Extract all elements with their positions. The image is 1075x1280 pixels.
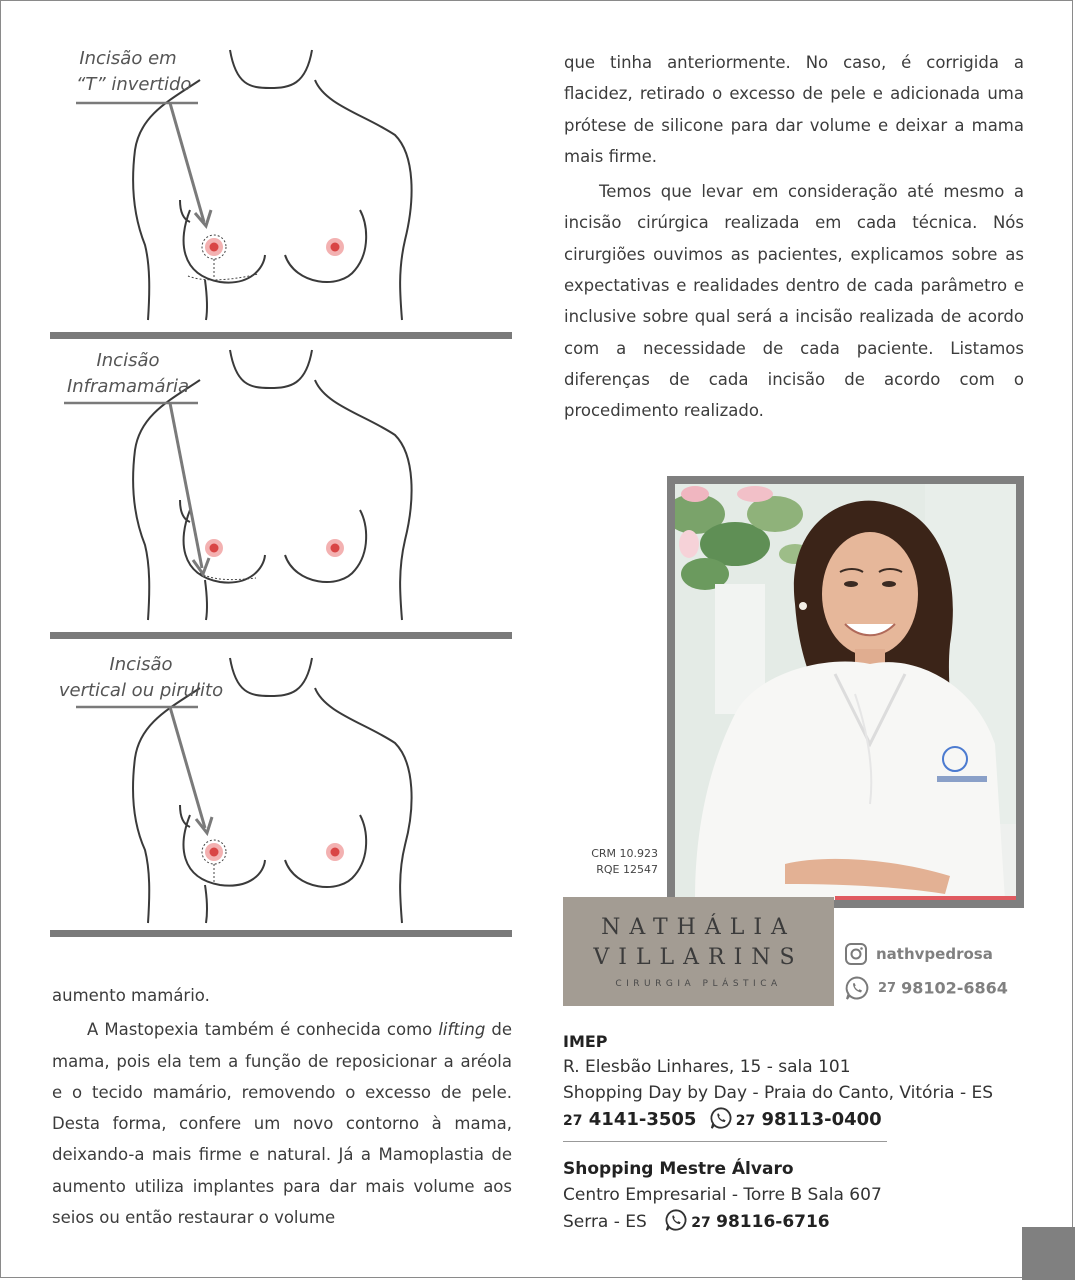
whatsapp-number[interactable]: 98116-6716 (716, 1212, 830, 1232)
left-column-text (52, 980, 512, 1233)
logo-first-name: NATHÁLIA (601, 915, 796, 940)
diagram-panel-t-invertido (50, 40, 512, 340)
diagram-caption (56, 652, 226, 704)
whatsapp-prefix: 27 (691, 1215, 711, 1231)
caption-line-1: Incisão em (79, 48, 177, 69)
caption-line-2: “T” invertido (76, 74, 192, 95)
logo-tagline: CIRURGIA PLÁSTICA (615, 979, 782, 989)
right-column-text (564, 47, 1024, 427)
diagram-caption (64, 348, 192, 400)
whatsapp-icon (844, 975, 870, 1001)
caption-line-2: Inframamária (66, 376, 190, 397)
location-name: IMEP (563, 1032, 608, 1051)
diagram-panel-vertical (50, 638, 512, 938)
instagram-icon (844, 942, 868, 966)
location-imep (563, 1030, 1033, 1134)
diagram-caption (76, 46, 192, 98)
location-phones (563, 1106, 1033, 1134)
paragraph: que tinha anteriormente. No caso, é corrigida a flacidez, retirado o excesso de pele e adicionada uma prótese de silicone para dar volume e deixar a mama mais firme. (564, 53, 1024, 166)
whatsapp-icon (664, 1208, 688, 1232)
paragraph (52, 1014, 512, 1233)
location-mestre-alvaro (563, 1156, 1033, 1236)
doctor-portrait-illustration (675, 484, 1016, 900)
location-address-line-1: Centro Empresarial - Torre B Sala 607 (563, 1185, 882, 1205)
whatsapp-prefix: 27 (878, 980, 897, 996)
rqe-number: RQE 12547 (596, 863, 658, 876)
paragraph: Temos que levar em consideração até mesmo a incisão cirúrgica realizada em cada técnica. Nós cirurgiões ouvimos as pacientes, explicamos sobre as expectativas e realidades dentro de cada parâmetro e inclusive sobre qual será a incisão realizada de acordo com a necessidade de cada paciente. Listamos diferenças de cada incisão de acordo com o procedimento realizado. (564, 182, 1024, 421)
instagram-handle[interactable] (844, 942, 993, 966)
location-name: Shopping Mestre Álvaro (563, 1159, 794, 1179)
location-address-line-1: R. Elesbão Linhares, 15 - sala 101 (563, 1057, 851, 1077)
diagram-panel-inframamaria (50, 340, 512, 640)
location-phones (563, 1208, 1033, 1236)
caption-line-2: vertical ou pirulito (58, 680, 224, 701)
address-divider (563, 1141, 887, 1142)
doctor-photo-frame (667, 476, 1024, 908)
doctor-photo (675, 484, 1016, 900)
caption-line-1: Incisão (109, 654, 173, 675)
whatsapp-contact[interactable] (844, 975, 1008, 1001)
paragraph-text: de mama, pois ela tem a função de reposicionar a aréola e o tecido mamário, removendo o excesso de pele. Desta forma, confere um novo contorno à mama, deixando-a mais firme e natural. Já a Mamoplastia de aumento utiliza implantes para dar mais volume aos seios ou então restaurar o volume (52, 1020, 512, 1228)
page-corner-tab (1022, 1227, 1075, 1280)
brand-logo (563, 897, 834, 1006)
crm-number: CRM 10.923 (591, 847, 658, 860)
paragraph-text: A Mastopexia também é conhecida como (87, 1020, 439, 1040)
phone-prefix: 27 (563, 1113, 583, 1129)
whatsapp-number[interactable]: 98113-0400 (761, 1109, 882, 1130)
caption-line-1: Incisão (96, 350, 160, 371)
instagram-handle-text: nathvpedrosa (876, 945, 993, 963)
paragraph: aumento mamário. (52, 986, 210, 1005)
whatsapp-number: 98102-6864 (901, 978, 1008, 998)
location-address-line-2: Serra - ES (563, 1212, 647, 1232)
logo-last-name: VILLARINS (593, 945, 804, 970)
whatsapp-icon (709, 1106, 733, 1130)
location-address-line-2: Shopping Day by Day - Praia do Canto, Vitória - ES (563, 1083, 994, 1103)
whatsapp-prefix: 27 (735, 1113, 756, 1129)
paragraph-italic: lifting (438, 1020, 486, 1040)
crm-info (576, 846, 658, 878)
phone-number[interactable]: 4141-3505 (588, 1109, 697, 1130)
